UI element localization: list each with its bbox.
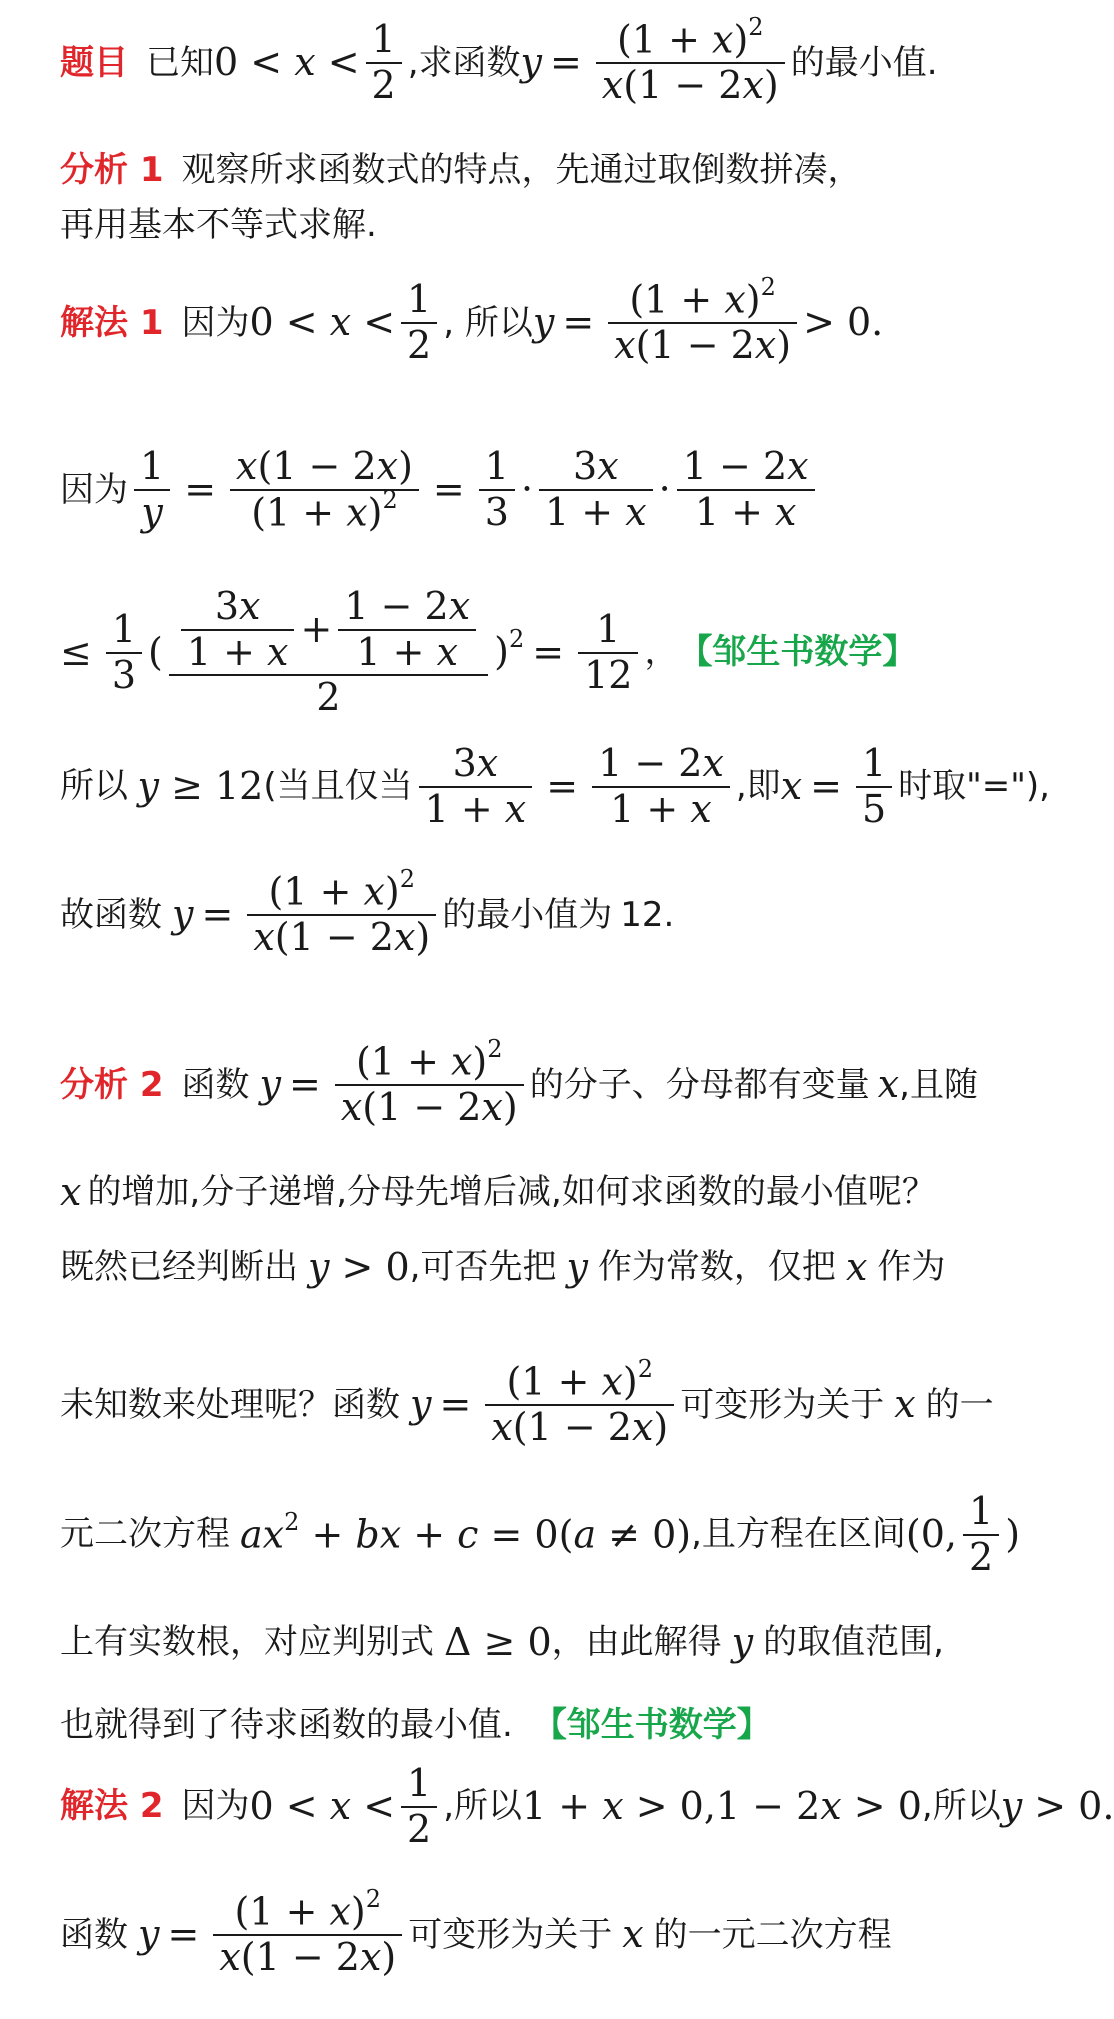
analysis2-line7 (60, 1705, 1050, 1746)
s2-text: ,所以 (921, 1786, 1001, 1827)
because-text: 因为 (181, 302, 250, 343)
a2-text: 的一 (925, 1384, 994, 1425)
analysis2-line6: 上有实数根，对应判别式 Δ ≥ 0 ，由此解得 y 的取值范围, (60, 1620, 944, 1664)
math-condition: 0 < x < (214, 40, 360, 85)
analysis1-text2: 再用基本不等式求解. (60, 205, 377, 245)
a2-text: 未知数来处理呢？函数 (60, 1384, 400, 1425)
a2-text: ，由此解得 (551, 1622, 722, 1663)
a2-text: 的分子、分母都有变量 (529, 1064, 870, 1105)
s2-text: ,所以 (443, 1786, 523, 1827)
solution1-line3: ≤ $\frac{1}{3}$ ( $\frac{3x}{1 + x}$ + $\frac{1 - 2x}{1 + x}$ 2 )$^2$ = $\frac{1}{12}$ ， 【邹生书数学】 (60, 584, 917, 720)
solution1-line2: 因为 $\frac{1}{y}$ = $\frac{x(1 - 2x)}{(1 + x)^2}$ = $\frac{1}{3}$ · $\frac{3x}{1 + x}$ · $\frac{1 - 2x}{1 + x}$ (60, 445, 1050, 535)
solution2-line2: 函数 y = $\frac{(1 + x)^2}{x(1 - 2x)}$ 可变形为关于 x 的一元二次方程 (60, 1885, 892, 1980)
min-value: 12. (620, 894, 675, 935)
a2-text: ,且随 (899, 1064, 978, 1105)
s2-text: 函数 (60, 1914, 128, 1955)
solution1-line1: 解法 1 因为 0 < x < $\frac{1}{2}$ , 所以 y = $\frac{(1 + x)^2}{x(1 - 2x)}$ > 0. (60, 273, 884, 368)
problem-text-3: 的最小值. (790, 42, 938, 83)
analysis1-label: 分析 1 (60, 150, 164, 190)
problem-text-1: 已知 (146, 42, 214, 83)
s2-text: 可变形为关于 (408, 1914, 613, 1955)
a2-text: 作为 (877, 1247, 946, 1288)
function-fraction: $\frac{(1 + x)^2}{x(1 - 2x)}$ (596, 18, 785, 108)
a2-text: 也就得到了待求函数的最小值. (60, 1705, 513, 1745)
a2-text: 元二次方程 (60, 1514, 230, 1555)
fraction-half: $\frac{1}{2}$ (366, 18, 402, 107)
comma-text: ， (644, 632, 679, 673)
brand-watermark-1: 【邹生书数学】 (678, 632, 917, 673)
analysis2-line3: 既然已经判断出 y > 0 ,可否先把 y 作为常数，仅把 x 作为 (60, 1245, 946, 1289)
brand-watermark-2: 【邹生书数学】 (532, 1705, 771, 1745)
solution1-label: 解法 1 (60, 302, 164, 343)
so-text: , 所以 (443, 302, 533, 343)
positive-text: > 0. (803, 300, 884, 345)
a2-text: ,可否先把 (409, 1247, 557, 1288)
analysis2-line5: 元二次方程 $ax^2$ + bx + c = 0(a ≠ 0) ,且方程在区间 (0, $\frac{1}{2}$ ) (60, 1489, 1021, 1579)
when-end-text: 时取"="), (898, 766, 1050, 807)
because-text-2: 因为 (60, 469, 128, 510)
problem-line: 题目 已知 0 < x < $\frac{1}{2}$ ,求函数 y = $\frac{(1 + x)^2}{x(1 - 2x)}$ 的最小值. (60, 13, 938, 108)
analysis2-line2: x 的增加,分子递增,分母先增后减,如何求函数的最小值呢？ (60, 1170, 936, 1214)
a2-text: 既然已经判断出 (60, 1247, 298, 1288)
ie-text: ,即 (735, 766, 781, 807)
s2-text: 因为 (181, 1786, 250, 1827)
solution1-line4: 所以 y ≥ 12 (当且仅当 $\frac{3x}{1 + x}$ = $\frac{1 - 2x}{1 + x}$ ,即 x = $\frac{1}{5}$ 时取"="), (60, 741, 1050, 831)
analysis1-line2 (60, 205, 1050, 246)
problem-text-2: ,求函数 (407, 42, 521, 83)
analysis2-label: 分析 2 (60, 1064, 164, 1105)
solution2-label: 解法 2 (60, 1786, 164, 1827)
a2-text: 的增加,分子递增,分母先增后减,如何求函数的最小值呢？ (87, 1172, 936, 1213)
a2-text: 的取值范围, (763, 1622, 944, 1663)
so-text-2: 所以 (60, 766, 128, 807)
when-start-text: (当且仅当 (263, 766, 413, 807)
analysis1-text1: 观察所求函数式的特点，先通过取倒数拼凑， (181, 150, 862, 190)
a2-text: 作为常数，仅把 (597, 1247, 836, 1288)
a2-text: 函数 (181, 1064, 250, 1105)
thus-text: 故函数 (60, 894, 162, 935)
a2-text: ,且方程在区间 (691, 1514, 906, 1555)
a2-text: 上有实数根，对应判别式 (60, 1622, 434, 1663)
analysis2-line1: 分析 2 函数 y = $\frac{(1 + x)^2}{x(1 - 2x)}$ 的分子、分母都有变量 x ,且随 (60, 1035, 978, 1130)
analysis2-line4: 未知数来处理呢？函数 y = $\frac{(1 + x)^2}{x(1 - 2x)}$ 可变形为关于 x 的一 (60, 1355, 994, 1450)
a2-text: 可变形为关于 (680, 1384, 885, 1425)
problem-label: 题目 (60, 42, 128, 83)
min-text: 的最小值为 (442, 894, 613, 935)
solution1-line5: 故函数 y = $\frac{(1 + x)^2}{x(1 - 2x)}$ 的最小值为 12. (60, 865, 675, 960)
solution2-line1: 解法 2 因为 0 < x < $\frac{1}{2}$ ,所以 1 + x > 0,1 − 2x > 0 ,所以 y > 0. (60, 1761, 1114, 1851)
s2-text: 的一元二次方程 (653, 1914, 892, 1955)
analysis1-line1 (60, 150, 1050, 191)
